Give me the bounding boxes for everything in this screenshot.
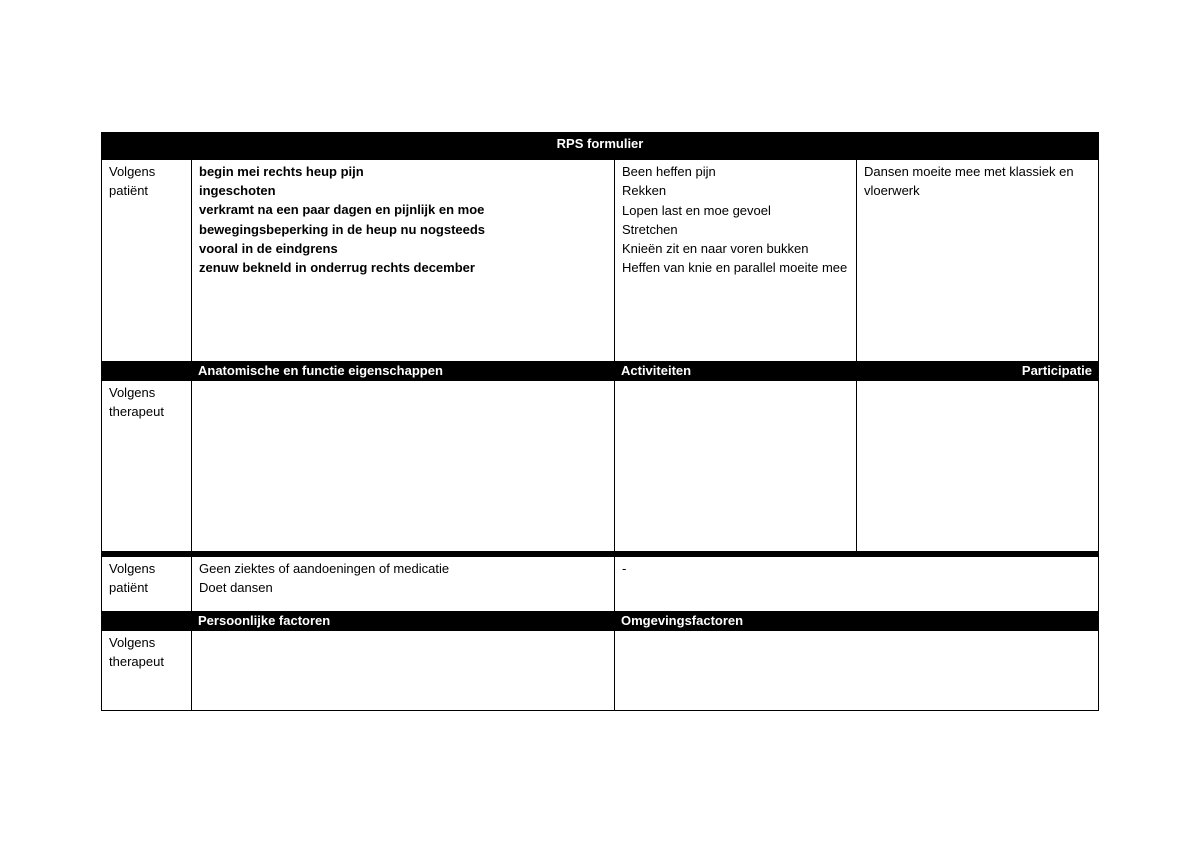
patient-functions-cell [191, 160, 614, 361]
row-label-therapist-1 [101, 381, 191, 551]
row-label-line: therapeut [109, 654, 164, 670]
row-label-therapist-2 [101, 631, 191, 711]
form-title-bar [101, 132, 1099, 160]
row-label-line: therapeut [109, 404, 164, 420]
patient-personal-cell [191, 557, 614, 611]
patient-function-item: zenuw bekneld in onderrug rechts december [199, 260, 475, 276]
row-label-line: patiënt [109, 183, 149, 199]
patient-activity-item: Knieën zit en naar voren bukken [622, 241, 809, 257]
patient-activity-item: Heffen van knie en parallel moeite mee [622, 260, 848, 276]
patient-environment-cell [614, 557, 1099, 611]
patient-function-item: vooral in de eindgrens [199, 240, 338, 256]
patient-environment-text: - [622, 561, 627, 576]
row-label-line: Volgens [109, 561, 156, 576]
patient-function-item: ingeschoten [199, 183, 276, 199]
header-anatomy: Anatomische en functie eigenschappen [198, 363, 443, 378]
patient-participation-cell [856, 160, 1099, 361]
row-label-line: Volgens [109, 164, 156, 179]
rps-form [101, 132, 1099, 711]
patient-personal-item: Doet dansen [199, 580, 273, 596]
patient-function-item: verkramt na een paar dagen en pijnlijk en moe [199, 202, 485, 218]
patient-personal-item: Geen ziektes of aandoeningen of medicatie [199, 561, 450, 576]
row-label-patient-1 [101, 160, 191, 361]
patient-activity-item: Rekken [622, 183, 667, 199]
patient-function-item: begin mei rechts heup pijn [199, 164, 364, 179]
patient-row-2 [101, 557, 1099, 611]
header-participation: Participatie [1021, 363, 1092, 378]
row-label-line: Volgens [109, 385, 156, 400]
therapist-participation-cell [856, 381, 1099, 551]
therapist-row-2 [101, 631, 1099, 711]
patient-activity-item: Lopen last en moe gevoel [622, 202, 771, 218]
therapist-anatomy-cell [191, 381, 614, 551]
row-label-patient-2 [101, 557, 191, 611]
therapist-personal-cell [191, 631, 614, 711]
header-activities: Activiteiten [621, 363, 692, 378]
therapist-row-1 [101, 381, 1099, 551]
therapist-activities-cell [614, 381, 856, 551]
row-label-line: Volgens [109, 635, 156, 650]
patient-function-item: bewegingsbeperking in de heup nu nogsteeds [199, 221, 486, 237]
patient-activity-item: Stretchen [622, 221, 678, 237]
header-personal: Persoonlijke factoren [198, 613, 331, 628]
patient-participation-text: Dansen moeite mee met klassiek en vloerwerk [864, 164, 1074, 199]
patient-activities-cell [614, 160, 856, 361]
row-label-line: patiënt [109, 580, 149, 596]
form-title: RPS formulier [556, 136, 644, 151]
header-row-1 [101, 361, 1099, 381]
patient-row-1 [101, 160, 1099, 361]
header-environment: Omgevingsfactoren [621, 613, 744, 628]
therapist-environment-cell [614, 631, 1099, 711]
header-row-2 [101, 611, 1099, 631]
patient-activity-item: Been heffen pijn [622, 164, 716, 179]
